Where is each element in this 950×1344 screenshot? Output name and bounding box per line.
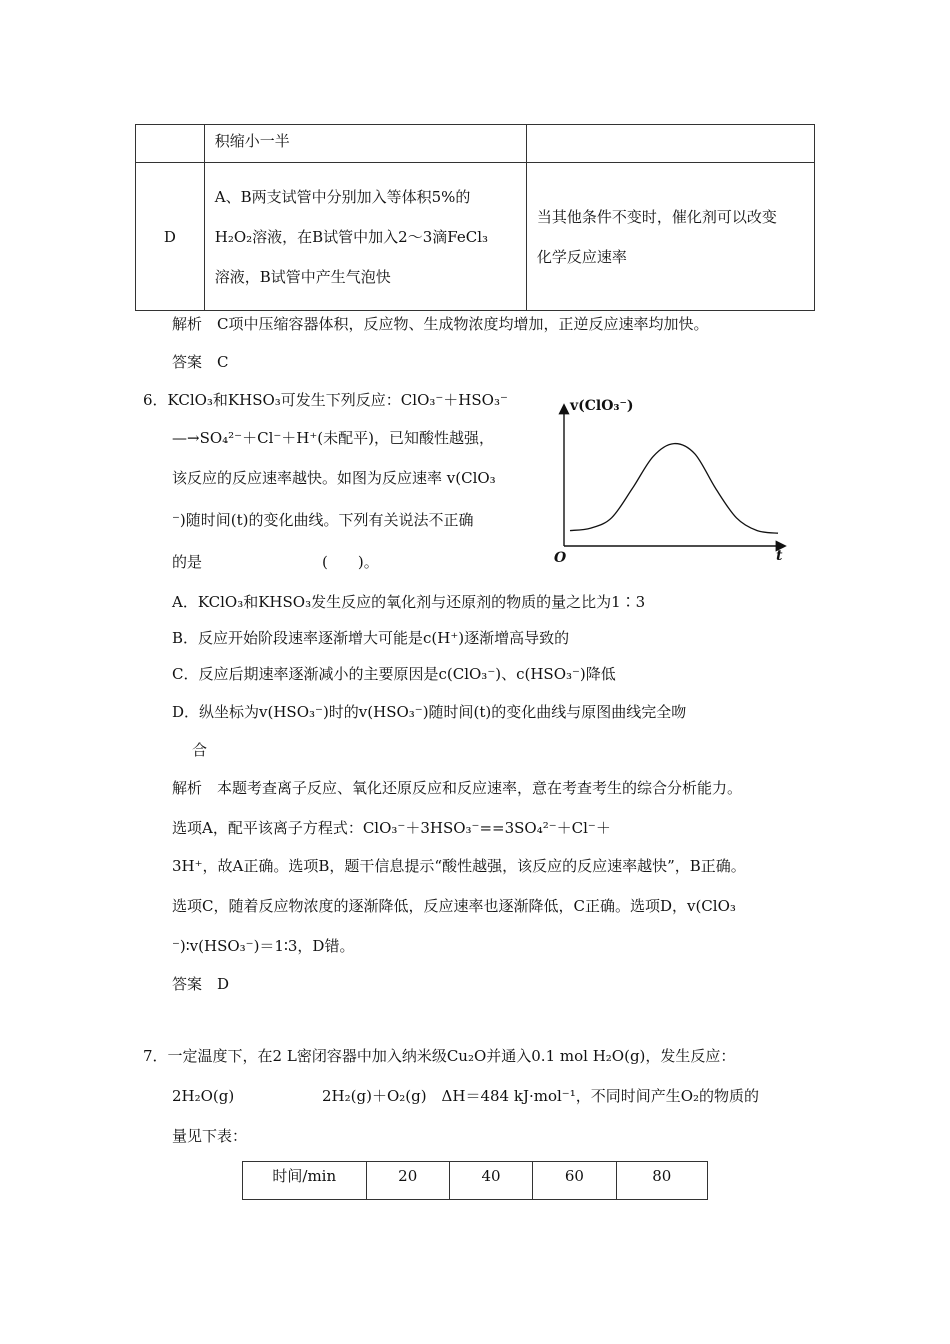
- table-cell-operation: 积缩小一半: [204, 125, 526, 163]
- q6-analysis-line-1: 解析 本题考查离子反应、氧化还原反应和反应速率，意在考查考生的综合分析能力。: [172, 779, 743, 797]
- q6-stem-line-2: —→SO₄²⁻＋Cl⁻＋H⁺(未配平)，已知酸性越强，: [172, 429, 494, 447]
- q6-option-d: D．纵坐标为v(HSO₃⁻)时的v(HSO₃⁻)随时间(t)的变化曲线与原图曲线完全吻: [172, 703, 687, 721]
- q6-analysis-line-3: 3H⁺，故A正确。选项B，题干信息提示“酸性越强，该反应的反应速率越快”，B正确。: [172, 857, 746, 875]
- q6-stem-line-4: ⁻)随时间(t)的变化曲线。下列有关说法不正确: [172, 511, 474, 529]
- q6-option-c: C．反应后期速率逐渐减小的主要原因是c(ClO₃⁻)、c(HSO₃⁻)降低: [172, 665, 616, 683]
- table-cell-operation: A、B两支试管中分别加入等体积5%的 H₂O₂溶液，在B试管中加入2～3滴FeCl₃ 溶液，B试管中产生气泡快: [204, 163, 526, 311]
- origin-label: O: [554, 550, 567, 563]
- experiment-table: [135, 124, 815, 311]
- q7-data-table: [242, 1161, 708, 1200]
- table-cell-option: [136, 125, 205, 163]
- table-header-cell: 20: [366, 1162, 449, 1200]
- q6-option-b: B．反应开始阶段速率逐渐增大可能是c(H⁺)逐渐增高导致的: [172, 629, 570, 647]
- q6-option-d-cont: 合: [192, 741, 208, 759]
- rate-curve-chart: [548, 388, 798, 563]
- series-line: [570, 444, 778, 534]
- table-header-cell: 60: [533, 1162, 616, 1200]
- q7-stem-line-1: 7．一定温度下，在2 L密闭容器中加入纳米级Cu₂O并通入0.1 mol H₂O(g)，发生反应：: [143, 1047, 736, 1065]
- q6-option-a: A．KClO₃和KHSO₃发生反应的氧化剂与还原剂的物质的量之比为1∶3: [172, 593, 646, 611]
- y-axis-label: v(ClO₃⁻): [570, 398, 634, 414]
- table-cell-option: D: [136, 163, 205, 311]
- table-header-cell: 40: [449, 1162, 532, 1200]
- q5-answer: 答案 C: [172, 353, 229, 371]
- q6-stem-line-1: 6．KClO₃和KHSO₃可发生下列反应：ClO₃⁻＋HSO₃⁻: [143, 391, 508, 409]
- table-header-cell: 80: [616, 1162, 707, 1200]
- q7-equation-right: 2H₂(g)＋O₂(g) ΔH＝484 kJ·mol⁻¹，不同时间产生O₂的物质的: [322, 1087, 760, 1105]
- table-cell-conclusion: [526, 125, 814, 163]
- q7-stem-line-3: 量见下表：: [172, 1127, 248, 1145]
- q6-stem-line-3: 该反应的反应速率越快。如图为反应速率 v(ClO₃: [172, 469, 496, 487]
- table-header-cell: 时间/min: [243, 1162, 367, 1200]
- x-axis-label: t: [776, 548, 783, 563]
- q6-stem-line-5: 的是 ( )。: [172, 553, 379, 571]
- q6-analysis-line-2: 选项A，配平该离子方程式：ClO₃⁻＋3HSO₃⁻==3SO₄²⁻＋Cl⁻＋: [172, 819, 611, 837]
- q6-analysis-line-5: ⁻)∶v(HSO₃⁻)＝1∶3，D错。: [172, 937, 355, 955]
- table-cell-conclusion: 当其他条件不变时，催化剂可以改变 化学反应速率: [526, 163, 814, 311]
- q6-answer: 答案 D: [172, 975, 230, 993]
- q5-analysis: 解析 C项中压缩容器体积，反应物、生成物浓度均增加，正逆反应速率均加快。: [172, 315, 709, 333]
- q6-analysis-line-4: 选项C，随着反应物浓度的逐渐降低，反应速率也逐渐降低，C正确。选项D，v(ClO₃: [172, 897, 736, 915]
- q7-equation-left: 2H₂O(g): [172, 1087, 235, 1105]
